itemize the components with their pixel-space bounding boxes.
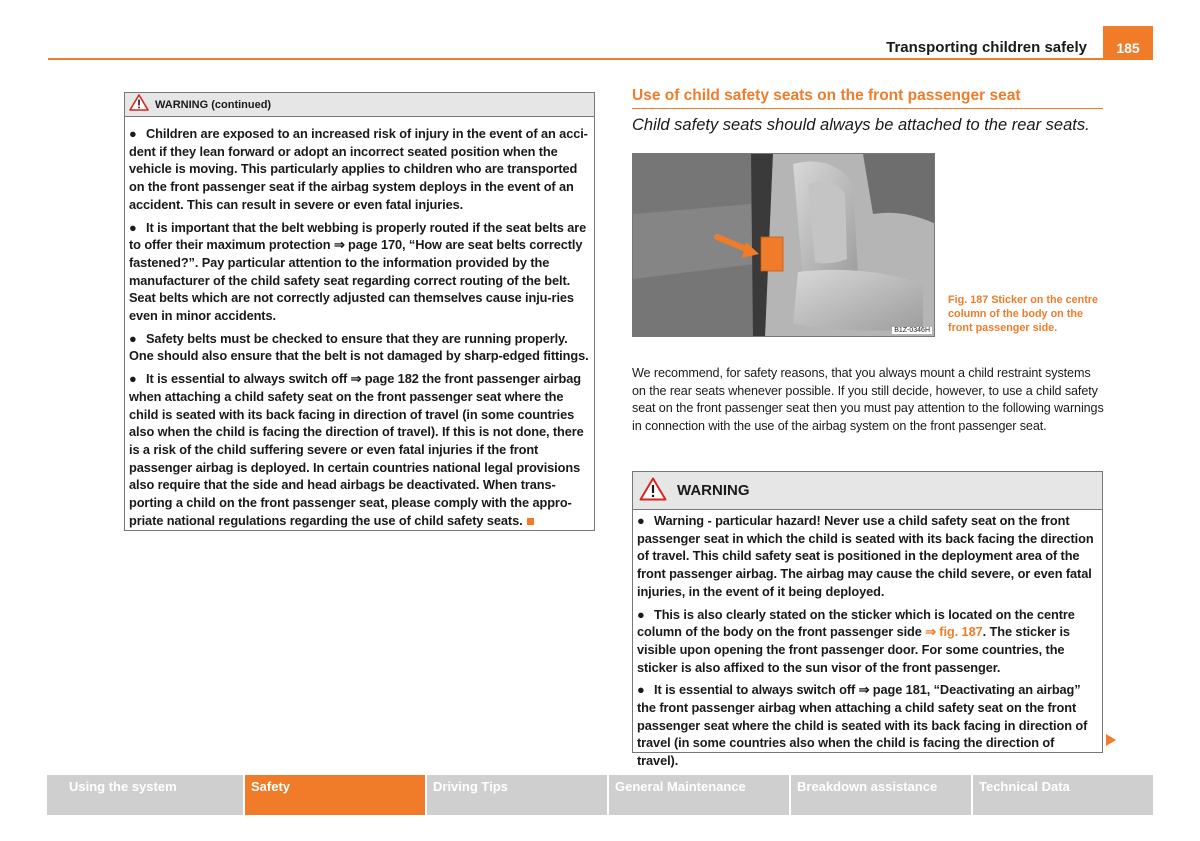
warning-item: ● It is essential to always switch off ⇒ page 181, “Deactivating an airbag” the front passenger airbag when attaching a child safety seat on the front passenger seat where the child is seated with its back facing in direction of travel (in some countries also when the child is facing the direction of travel).	[637, 682, 1088, 769]
nav-tab-safety[interactable]: Safety	[245, 775, 425, 815]
figure-car-pillar-photo	[632, 153, 935, 337]
warning-item: ● It is important that the belt webbing is properly routed if the seat belts are to offer their maximum protection ⇒ page 170, “How are seat belts correctly fastened?”. Pay particular attention to the information provided by the manufacturer of the child safety seat regarding correct routing of the belt. Seat belts which are not correctly adjusted can themselves cause inju-ries even in minor accidents.	[129, 219, 587, 324]
warning-heading: WARNING	[677, 482, 750, 499]
warning-triangle-icon	[129, 94, 149, 115]
page-header-title: Transporting children safely	[886, 39, 1087, 56]
warning-box-continued	[124, 92, 595, 531]
warning-item: ● This is also clearly stated on the sticker which is located on the centre column of the body on the front passenger side ⇒ fig. 187. The sticker is visible upon opening the front passenger door. For some countries, the sticker is also affixed to the sun visor of the front passenger.	[637, 606, 1075, 675]
nav-tab-general-maintenance[interactable]: General Maintenance	[609, 775, 789, 815]
warning-box	[632, 471, 1103, 769]
warning-header	[633, 472, 1102, 510]
continue-arrow-icon	[1106, 734, 1116, 746]
end-of-section-icon	[527, 518, 534, 525]
section-subtitle: Child safety seats should always be attached to the rear seats.	[632, 116, 1090, 134]
warning-body	[125, 117, 594, 529]
chapter-nav	[47, 775, 1153, 815]
warning-triangle-icon	[639, 477, 667, 505]
warning-item: ● Safety belts must be checked to ensure that they are running properly. One should also ensure that the belt is not damaged by sharp-edged fittings.	[129, 330, 589, 364]
arrow-icon: ⇒	[350, 371, 362, 387]
header-divider	[48, 58, 1153, 60]
arrow-icon: ⇒	[858, 682, 870, 698]
warning-body	[633, 510, 1102, 770]
warning-header	[125, 93, 594, 117]
section-divider	[632, 108, 1103, 109]
nav-tab-using-the-system[interactable]: Using the system	[47, 775, 243, 815]
warning-heading: WARNING (continued)	[155, 98, 272, 111]
figure-reference-link[interactable]: ⇒ fig. 187	[925, 624, 983, 640]
body-paragraph: We recommend, for safety reasons, that you always mount a child restraint systems on the rear seats whenever possible. If you still decide, however, to use a child safety seat on the front passenger seat then you must pay attention to the following warnings in connection with the use of the airbag system on the front passenger seat.	[632, 366, 1104, 434]
nav-tab-technical-data[interactable]: Technical Data	[973, 775, 1153, 815]
page-number-badge: 185	[1103, 26, 1153, 60]
warning-item: ● Children are exposed to an increased risk of injury in the event of an acci-dent if they lean forward or adopt an incorrect seated position when the vehicle is moving. This particularly applies to children who are transported on the front passenger seat if the airbag system deploys in the event of an accident. This can result in severe or even fatal injuries.	[129, 126, 588, 212]
section-title: Use of child safety seats on the front passenger seat	[632, 87, 1021, 104]
warning-item: ● Warning - particular hazard! Never use a child safety seat on the front passenger seat in which the child is seated with its back facing the direction of travel. This child safety seat is positioned in the deployment area of the front passenger airbag. The airbag may cause the child severe, or even fatal injuries, in the event of it being deployed.	[637, 513, 1094, 599]
figure-image-id: B1Z-0346H	[894, 327, 930, 334]
figure-caption: Fig. 187 Sticker on the centre column of the body on the front passenger side.	[948, 294, 1099, 334]
car-interior-illustration	[633, 154, 935, 337]
warning-item: ● It is essential to always switch off ⇒ page 182 the front passenger airbag when attaching a child safety seat on the front passenger seat where the child is seated with its back facing in direction of travel (in some countries also when the child is facing the direction of travel). If this is not done, there is a risk of the child suffering severe or even fatal injuries if the front passenger airbag is deployed. In certain countries national legal provisions also require that the side and head airbags be deactivated. When trans-porting a child on the front passenger seat, please comply with the appro-priate national regulations regarding the use of child safety seats.	[129, 371, 584, 528]
arrow-icon: ⇒	[333, 237, 345, 253]
nav-tab-driving-tips[interactable]: Driving Tips	[427, 775, 607, 815]
nav-tab-breakdown-assistance[interactable]: Breakdown assistance	[791, 775, 971, 815]
